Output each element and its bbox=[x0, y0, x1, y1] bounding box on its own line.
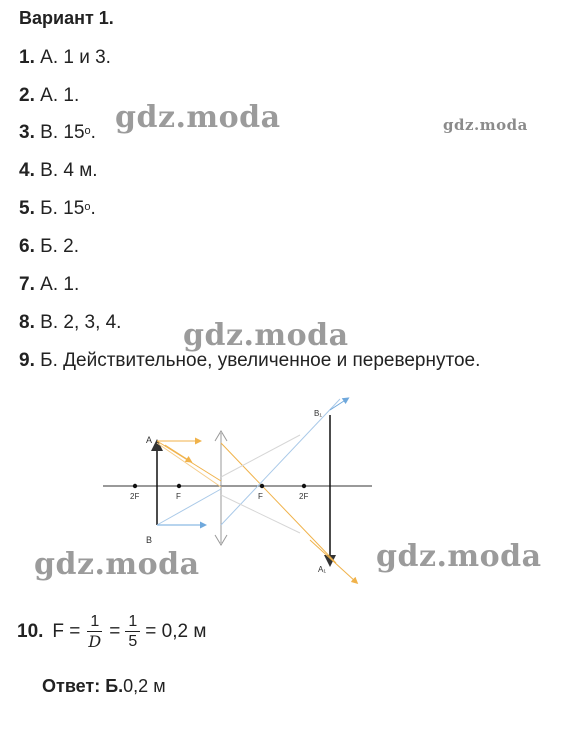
answer-text: В. 15 bbox=[40, 122, 85, 143]
focal-point bbox=[302, 484, 306, 488]
answer-end: . bbox=[90, 198, 96, 219]
answer-text: Б. 2. bbox=[40, 236, 80, 257]
orange-ray bbox=[165, 445, 190, 461]
fraction-denominator: D bbox=[88, 632, 102, 651]
fraction bbox=[125, 612, 140, 651]
answer-number: 8. bbox=[19, 312, 35, 333]
equals-sign: = bbox=[109, 620, 121, 642]
answer-item bbox=[19, 47, 111, 69]
watermark-logo: gdz.moda bbox=[183, 318, 349, 353]
answer-text: В. 2, 3, 4. bbox=[40, 312, 122, 333]
answer-item bbox=[19, 312, 121, 334]
orange-ray bbox=[157, 441, 221, 481]
variant-title: Вариант 1. bbox=[19, 8, 114, 28]
focal-point bbox=[177, 484, 181, 488]
answer-number: 1. bbox=[19, 47, 35, 68]
label-f-right: F bbox=[258, 492, 263, 501]
orange-ray bbox=[310, 540, 356, 582]
label-2f-left: 2F bbox=[130, 492, 140, 501]
answer-number: 7. bbox=[19, 274, 35, 295]
answer-item bbox=[19, 160, 98, 182]
degree-sign: o bbox=[84, 125, 91, 137]
answer-text: Б. Действительное, увеличенное и перевернутое. bbox=[40, 350, 481, 371]
fraction-denominator: 5 bbox=[128, 633, 138, 650]
answer-number: 4. bbox=[19, 160, 35, 181]
formula-result: = 0,2 м bbox=[145, 620, 207, 642]
formula-line bbox=[17, 612, 206, 651]
answer-end: . bbox=[90, 122, 96, 143]
answer-number: 9. bbox=[19, 350, 35, 371]
answer-number: 2. bbox=[19, 85, 35, 106]
formula-lhs: F = bbox=[52, 620, 81, 642]
focal-point bbox=[260, 484, 264, 488]
watermark-logo: gdz.moda bbox=[376, 539, 542, 574]
answer-text: Б. 15 bbox=[40, 198, 85, 219]
answer-number: 3. bbox=[19, 122, 35, 143]
orange-ray bbox=[157, 443, 221, 487]
answer-text: А. 1 и 3. bbox=[40, 47, 111, 68]
answer-text: А. 1. bbox=[40, 274, 80, 295]
blue-ray bbox=[157, 489, 221, 525]
label-b: B bbox=[146, 535, 153, 545]
watermark-logo: gdz.moda bbox=[115, 100, 281, 135]
final-answer-label: Ответ: Б. bbox=[42, 676, 124, 696]
watermark-logo: gdz.moda bbox=[443, 116, 528, 134]
answer-number: 6. bbox=[19, 236, 35, 257]
answer-number: 5. bbox=[19, 198, 35, 219]
answer-text: В. 4 м. bbox=[40, 160, 98, 181]
answer-item bbox=[19, 122, 96, 144]
focal-point bbox=[133, 484, 137, 488]
watermark-logo: gdz.moda bbox=[34, 547, 200, 582]
final-answer bbox=[42, 676, 166, 697]
answer-item bbox=[19, 198, 96, 220]
fraction-numerator: 1 bbox=[125, 612, 140, 632]
answer-item bbox=[19, 350, 480, 372]
final-answer-value: 0,2 м bbox=[123, 676, 166, 696]
answer-item bbox=[19, 85, 79, 107]
label-a: A bbox=[146, 435, 153, 445]
label-f-left: F bbox=[176, 492, 181, 501]
answer-number: 10. bbox=[17, 620, 44, 642]
label-2f-right: 2F bbox=[299, 492, 309, 501]
label-b1: B₁ bbox=[314, 409, 323, 418]
answer-item bbox=[19, 236, 79, 258]
label-a1: A₁ bbox=[318, 565, 327, 574]
answer-item bbox=[19, 274, 79, 296]
fraction-numerator: 1 bbox=[87, 612, 102, 632]
fraction bbox=[85, 612, 104, 651]
degree-sign: o bbox=[84, 201, 91, 213]
answer-text: А. 1. bbox=[40, 85, 80, 106]
